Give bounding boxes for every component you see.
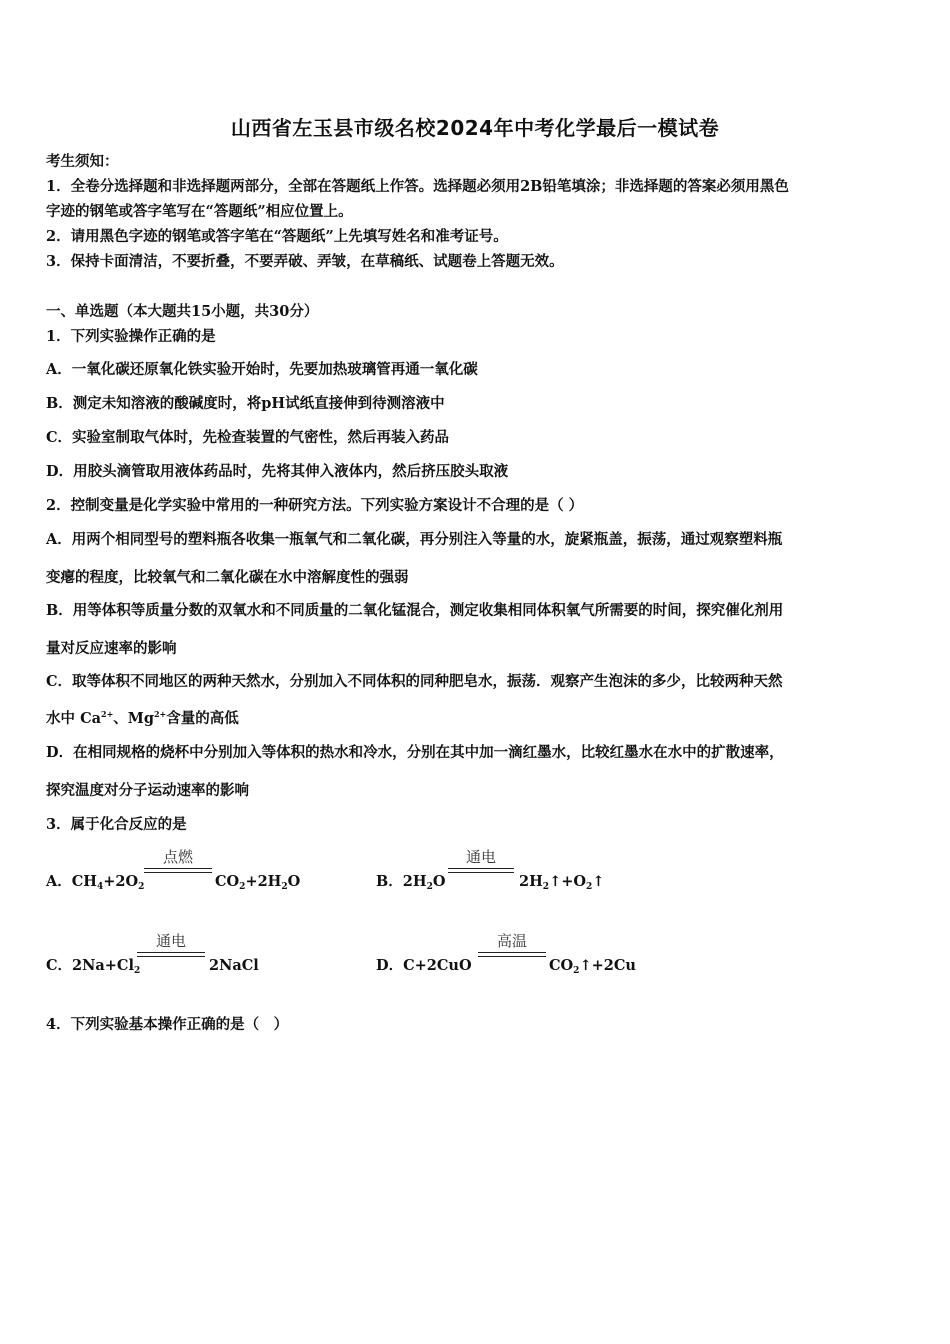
q1-option-d: D．用胶头滴管取用液体药品时，先将其伸入液体内，然后挤压胶头取液 (46, 463, 509, 480)
q2-option-d-cont: 探究温度对分子运动速率的影响 (46, 782, 249, 799)
q3-option-c-equals (137, 952, 205, 957)
q3-option-b-reactants: B．$2H_2O$ (376, 873, 446, 892)
q2-option-b: B．用等体积等质量分数的双氧水和不同质量的二氧化锰混合，测定收集相同体积氧气所需要的时间，探究催化剂用 (46, 602, 784, 619)
q3-option-a-products: $CO_2+2H_2O$ (215, 873, 301, 892)
q3-option-c-products: 2NaCl (209, 957, 259, 974)
q3-option-a-condition: 点燃 (162, 848, 193, 866)
q3-option-a-reactants: A．$CH_4+2O_2$ (46, 873, 145, 892)
q2-stem: 2．控制变量是化学实验中常用的一种研究方法。下列实验方案设计不合理的是（ ） (46, 497, 584, 514)
q3-option-d-reactants: D．C+2CuO (376, 957, 472, 974)
q3-option-a-equals (144, 868, 212, 873)
q2-option-b-cont: 量对反应速率的影响 (46, 640, 177, 657)
notice-item-3: 3．保持卡面清洁，不要折叠，不要弄破、弄皱，在草稿纸、试题卷上答题无效。 (46, 253, 564, 270)
notice-item-1: 1．全卷分选择题和非选择题两部分，全部在答题纸上作答。选择题必须用2B铅笔填涂；非选择题的答案必须用黑色 (46, 178, 789, 195)
q3-option-c-reactants: C．$2Na+Cl_2$ (46, 957, 141, 976)
q3-stem: 3．属于化合反应的是 (46, 816, 187, 833)
q2-option-c-cont: 水中 $Ca^{2+}$、$Mg^{2+}$含量的高低 (46, 709, 239, 727)
q2-option-a: A．用两个相同型号的塑料瓶各收集一瓶氧气和二氧化碳，再分别注入等量的水，旋紧瓶盖，振荡，通过观察塑料瓶 (46, 531, 783, 548)
page-title: 山西省左玉县市级名校2024年中考化学最后一模试卷 (230, 116, 720, 140)
q3-option-b-products: $2H_2↑+O_2↑$ (519, 873, 605, 892)
q3-option-b-equals (448, 868, 514, 873)
q2-option-a-cont: 变瘪的程度，比较氧气和二氧化碳在水中溶解度性的强弱 (46, 569, 409, 586)
notice-item-2: 2．请用黑色字迹的钢笔或答字笔在“答题纸”上先填写姓名和准考证号。 (46, 228, 508, 245)
notice-heading: 考生须知： (46, 153, 119, 170)
q2-option-c: C．取等体积不同地区的两种天然水，分别加入不同体积的同种肥皂水，振荡．观察产生泡沫的多少，比较两种天然 (46, 673, 783, 690)
q3-option-d-condition: 高温 (496, 932, 527, 950)
q3-option-d-equals (478, 952, 546, 957)
notice-item-1-cont: 字迹的钢笔或答字笔写在“答题纸”相应位置上。 (46, 203, 353, 220)
q2-option-d: D．在相同规格的烧杯中分别加入等体积的热水和冷水，分别在其中加一滴红墨水，比较红墨水在水中的扩散速率， (46, 744, 784, 761)
q3-option-d-products: $CO_2↑+2Cu$ (549, 957, 636, 976)
q4-stem: 4．下列实验基本操作正确的是（ ） (46, 1016, 289, 1033)
section-heading: 一、单选题（本大题共15小题，共30分） (46, 303, 319, 320)
q1-stem: 1．下列实验操作正确的是 (46, 328, 216, 345)
q3-option-c-condition: 通电 (155, 932, 186, 950)
q1-option-a: A．一氧化碳还原氧化铁实验开始时，先要加热玻璃管再通一氧化碳 (46, 361, 478, 378)
q1-option-c: C．实验室制取气体时，先检查装置的气密性，然后再装入药品 (46, 429, 450, 446)
q3-option-b-condition: 通电 (465, 848, 496, 866)
q1-option-b: B．测定未知溶液的酸碱度时，将pH试纸直接伸到待测溶液中 (46, 395, 445, 412)
